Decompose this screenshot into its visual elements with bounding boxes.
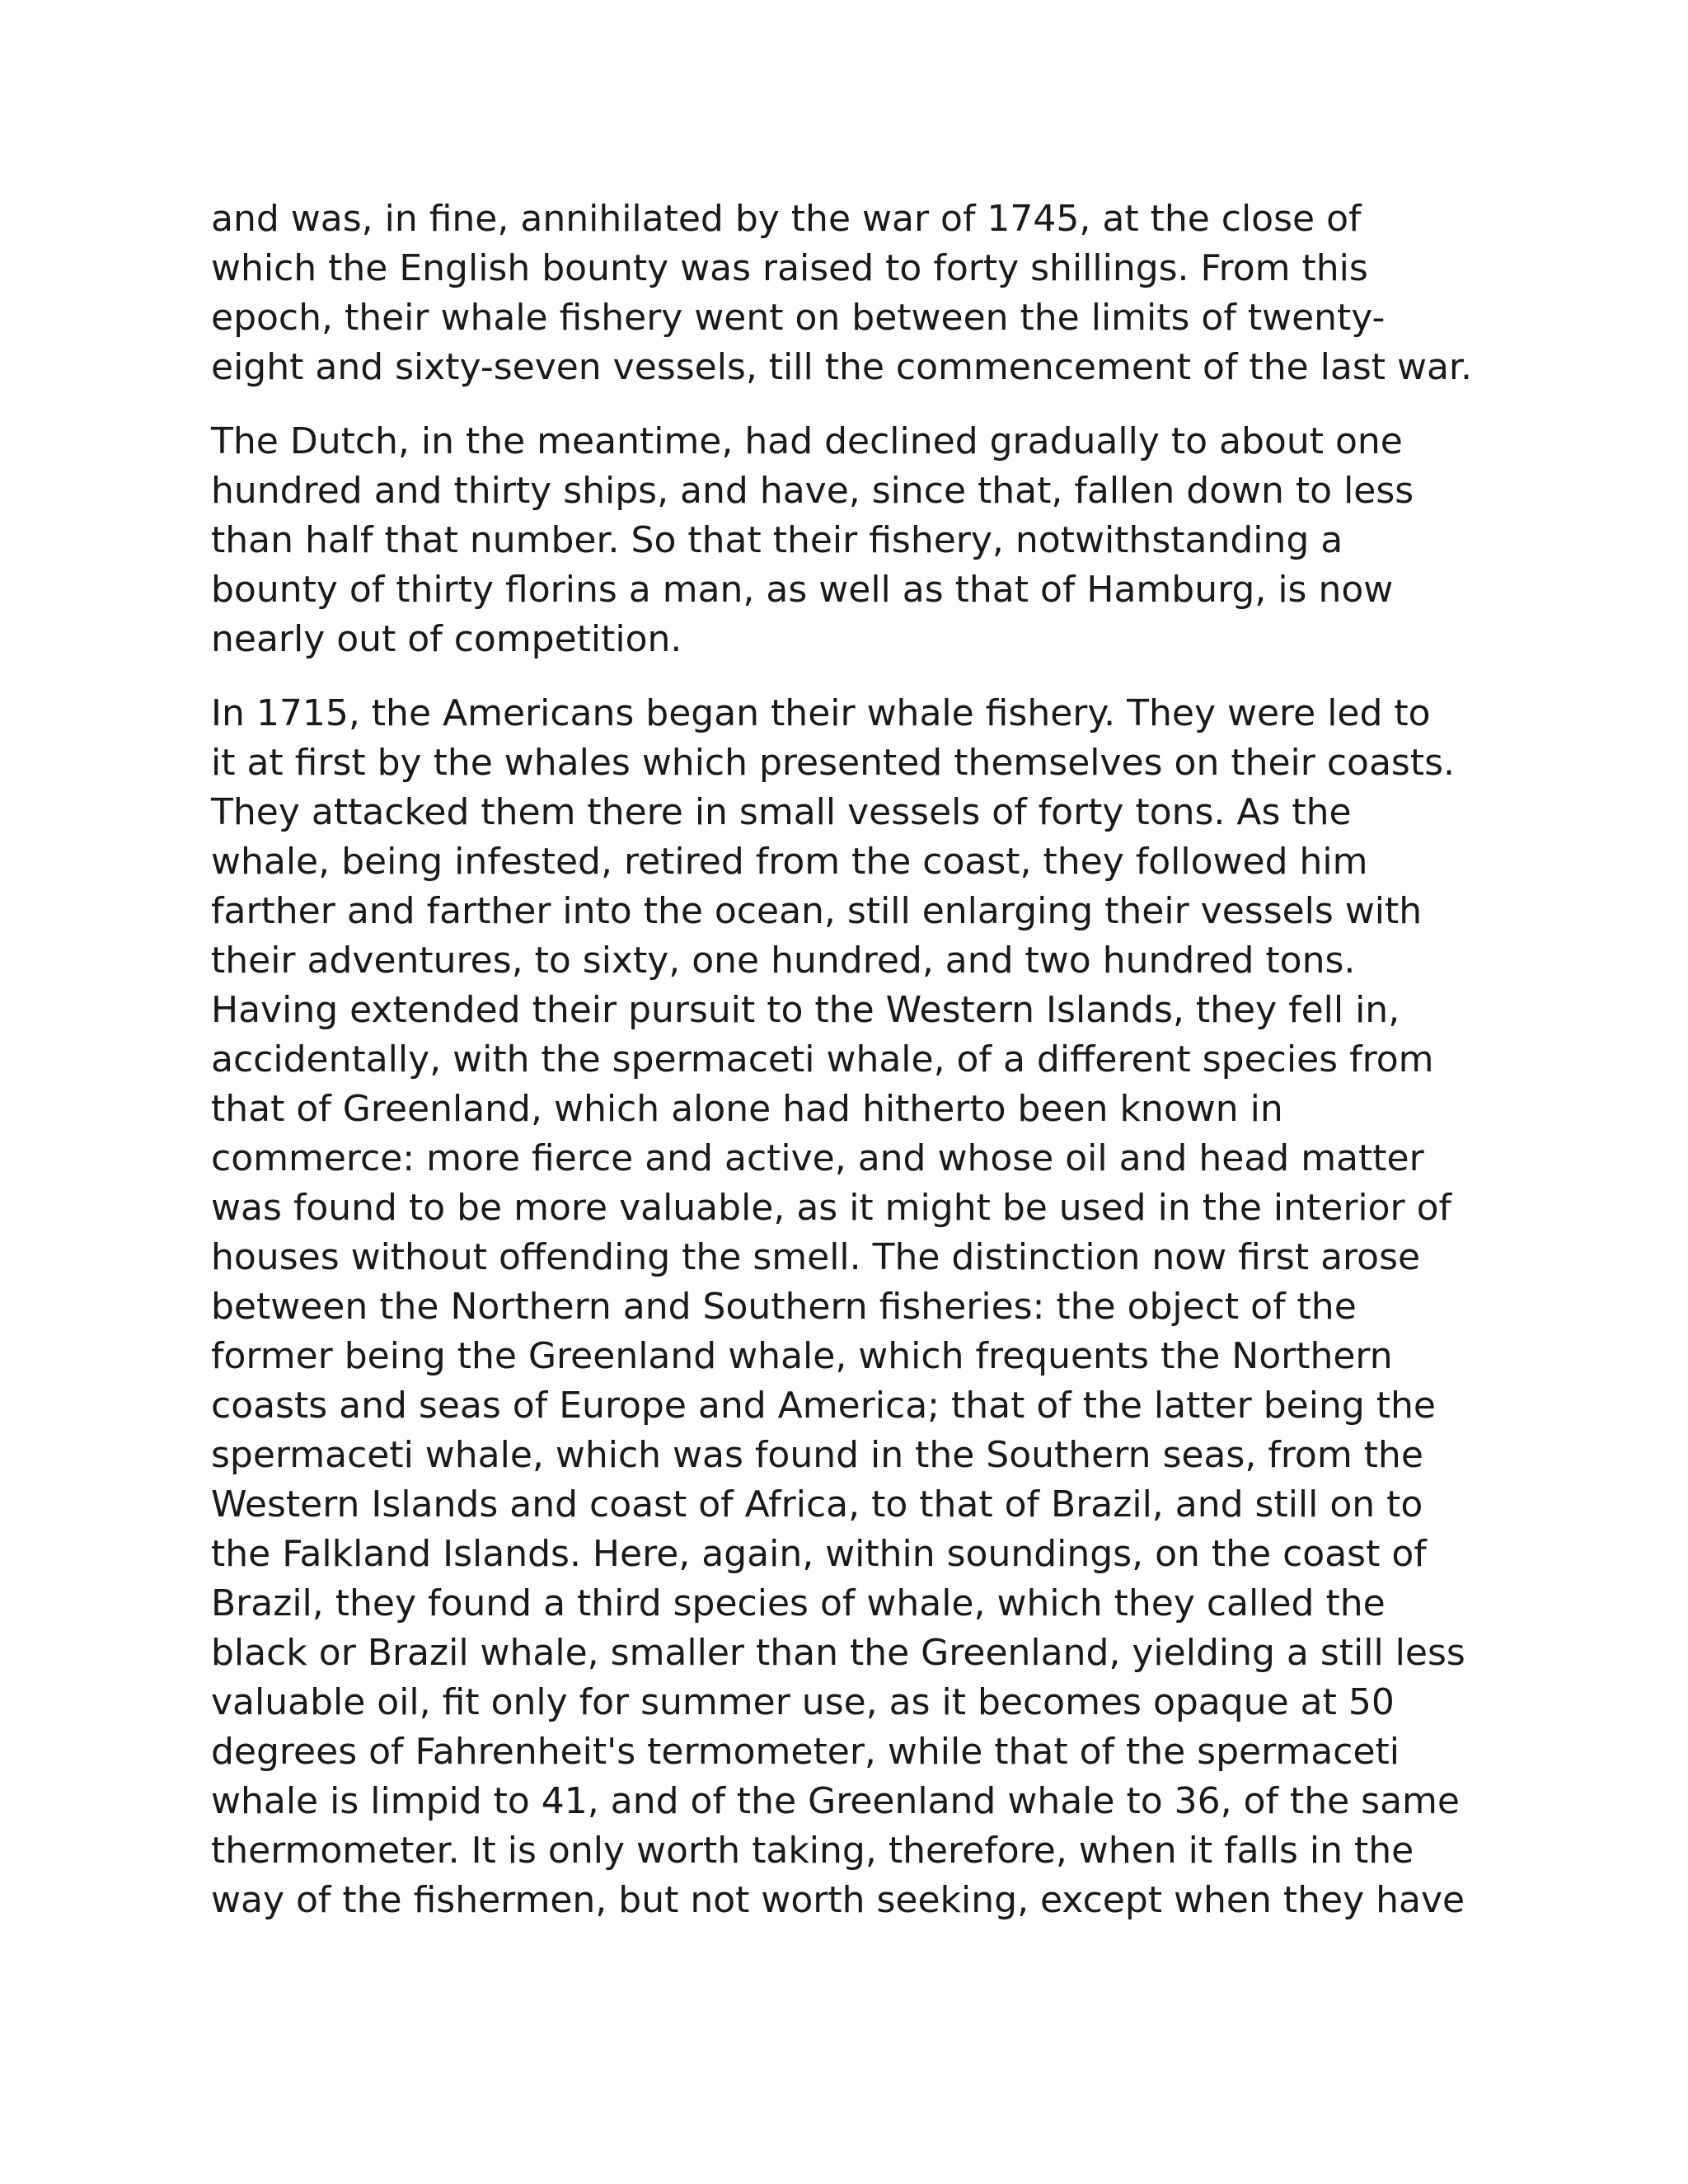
text-line: it at first by the whales which presented themselves on their coasts.	[211, 742, 1455, 784]
text-line: way of the fishermen, but not worth seeking, except when they have	[211, 1879, 1465, 1921]
text-line: former being the Greenland whale, which frequents the Northern	[211, 1335, 1393, 1377]
text-line: and was, in fine, annihilated by the war of 1745, at the close of	[211, 198, 1362, 240]
text-line: bounty of thirty florins a man, as well as that of Hamburg, is now	[211, 569, 1394, 611]
text-line: Western Islands and coast of Africa, to that of Brazil, and still on to	[211, 1483, 1423, 1526]
text-line: accidentally, with the spermaceti whale, of a different species from	[211, 1038, 1434, 1080]
text-line: epoch, their whale fishery went on between the limits of twenty-	[211, 297, 1386, 339]
text-line: that of Greenland, which alone had hitherto been known in	[211, 1088, 1283, 1130]
text-line: The Dutch, in the meantime, had declined gradually to about one	[211, 420, 1403, 462]
text-line: valuable oil, fit only for summer use, as it becomes opaque at 50	[211, 1681, 1395, 1723]
text-line: nearly out of competition.	[211, 618, 682, 660]
text-line: coasts and seas of Europe and America; that of the latter being the	[211, 1385, 1436, 1427]
text-line: their adventures, to sixty, one hundred, and two hundred tons.	[211, 940, 1356, 982]
text-line: degrees of Fahrenheit's termometer, while that of the spermaceti	[211, 1731, 1400, 1773]
paragraph-1	[211, 194, 1497, 392]
text-line: commerce: more fierce and active, and whose oil and head matter	[211, 1137, 1424, 1179]
text-line: thermometer. It is only worth taking, therefore, when it falls in the	[211, 1830, 1414, 1872]
text-line: than half that number. So that their fishery, notwithstanding a	[211, 519, 1343, 561]
text-line: whale, being infested, retired from the coast, they followed him	[211, 841, 1368, 883]
text-line: houses without offending the smell. The distinction now first arose	[211, 1236, 1421, 1278]
text-line: farther and farther into the ocean, still enlarging their vessels with	[211, 890, 1423, 932]
text-line: They attacked them there in small vessels of forty tons. As the	[211, 791, 1352, 833]
text-line: black or Brazil whale, smaller than the Greenland, yielding a still less	[211, 1632, 1465, 1674]
text-line: Having extended their pursuit to the Western Islands, they fell in,	[211, 989, 1400, 1031]
document-page	[211, 194, 1497, 1950]
text-line: between the Northern and Southern fisheries: the object of the	[211, 1286, 1357, 1328]
text-line: In 1715, the Americans began their whale fishery. They were led to	[211, 692, 1431, 734]
text-line: which the English bounty was raised to forty shillings. From this	[211, 247, 1368, 289]
text-line: Brazil, they found a third species of whale, which they called the	[211, 1582, 1386, 1624]
text-line: hundred and thirty ships, and have, since that, fallen down to less	[211, 470, 1414, 512]
paragraph-2	[211, 417, 1497, 664]
text-line: was found to be more valuable, as it might be used in the interior of	[211, 1187, 1452, 1229]
text-line: spermaceti whale, which was found in the Southern seas, from the	[211, 1434, 1423, 1476]
text-line: eight and sixty-seven vessels, till the commencement of the last war.	[211, 346, 1472, 388]
paragraph-3	[211, 689, 1497, 1925]
text-line: whale is limpid to 41, and of the Greenland whale to 36, of the same	[211, 1780, 1460, 1822]
text-line: the Falkland Islands. Here, again, within soundings, on the coast of	[211, 1533, 1427, 1575]
